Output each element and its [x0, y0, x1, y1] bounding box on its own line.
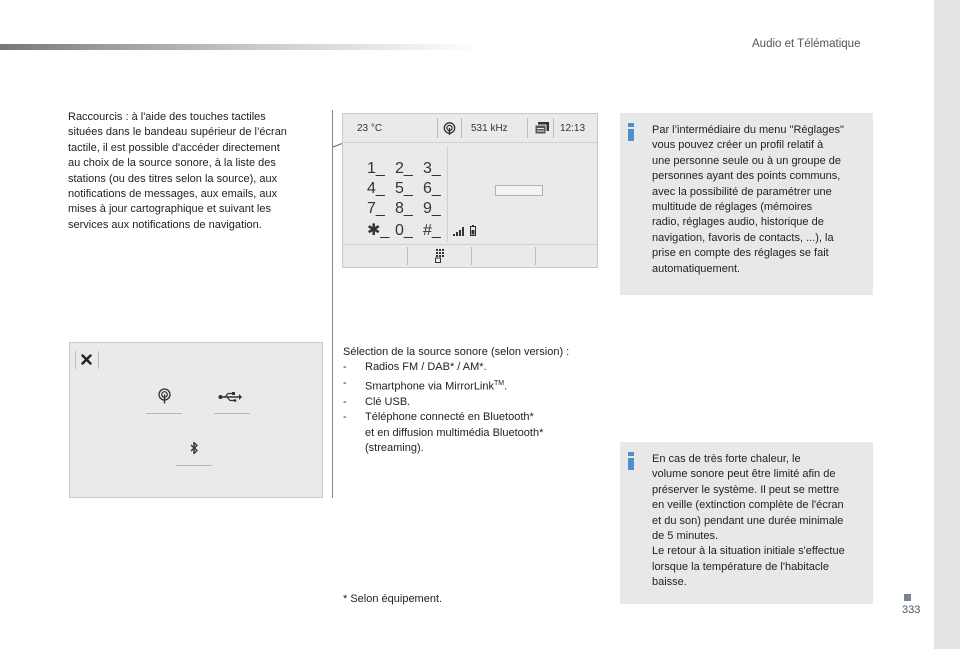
keypad-row: [367, 220, 457, 240]
section-title: Audio et Télématique: [752, 38, 861, 50]
usb-icon[interactable]: [218, 392, 242, 402]
info-icon: [628, 452, 634, 470]
list-item: - Téléphone connecté en Bluetooth* et en diffusion multimédia Bluetooth* (streaming).: [343, 411, 544, 455]
info-line: préserver le système. Il peut se mettre: [652, 483, 840, 496]
message-list-icon[interactable]: [535, 122, 549, 134]
keypad-key[interactable]: 7_: [367, 200, 385, 217]
keypad-key[interactable]: 9_: [423, 200, 441, 217]
info-line: personnes ayant des points communs,: [652, 170, 841, 183]
temperature-readout: 23 °C: [357, 123, 383, 134]
status-divider: [527, 118, 528, 138]
intro-line: services aux notifications de navigation.: [68, 218, 262, 231]
keypad-key[interactable]: ✱_: [367, 222, 390, 239]
screen-bottom-divider: [343, 244, 597, 245]
info-line: lorsque la température de l'habitacle: [652, 560, 829, 573]
footnote: * Selon équipement.: [343, 593, 443, 605]
radio-icon[interactable]: [443, 122, 456, 135]
close-icon[interactable]: [81, 354, 92, 365]
keypad-key[interactable]: 4_: [367, 180, 385, 197]
source-selection-title: Sélection de la source sonore (selon version) :: [343, 346, 570, 358]
radio-icon[interactable]: [158, 388, 171, 404]
battery-icon: [470, 225, 476, 236]
keypad-key[interactable]: 1_: [367, 160, 385, 177]
keypad-row: [367, 160, 457, 180]
info-note-text: [652, 123, 866, 277]
info-note-heat: [620, 442, 873, 604]
info-line: Par l’intermédiaire du menu "Réglages": [652, 124, 844, 136]
info-line: radio, réglages audio, historique de: [652, 216, 824, 229]
info-line: une personne seule ou à un groupe de: [652, 154, 841, 167]
touchscreen-phone-display: [342, 113, 598, 268]
number-entry-field[interactable]: [495, 185, 543, 196]
keypad-grid-icon[interactable]: [435, 249, 445, 263]
intro-line: notifications de messages, aux emails, aux: [68, 188, 278, 201]
info-icon: [628, 123, 634, 141]
info-line: En cas de très forte chaleur, le: [652, 453, 801, 465]
info-line: Le retour à la situation initiale s'effectue: [652, 545, 845, 558]
intro-line: stations (ou des titres selon la source), aux: [68, 172, 278, 185]
keypad-key[interactable]: 2_: [395, 160, 413, 177]
keypad-row: [367, 180, 457, 200]
info-line: multitude de réglages (mémoires: [652, 201, 813, 214]
option-underline: [146, 413, 182, 414]
keypad-key[interactable]: 6_: [423, 180, 441, 197]
list-item: - Radios FM / DAB* / AM*.: [343, 361, 487, 374]
status-divider: [437, 118, 438, 138]
info-line: volume sonore peut être limité afin de: [652, 468, 836, 481]
keypad-key[interactable]: 0_: [395, 222, 413, 239]
info-line: prise en compte des réglages se fait: [652, 247, 829, 260]
list-item: - Smartphone via MirrorLink™.: [343, 376, 508, 393]
info-line: en veille (extinction complète de l'écran: [652, 499, 844, 512]
info-line: navigation, favoris de contacts, ...), la: [652, 231, 834, 244]
option-underline: [176, 465, 212, 466]
intro-line: situées dans le bandeau supérieur de l’écran: [68, 126, 287, 139]
page-marker: [904, 594, 911, 601]
page-number: 333: [902, 604, 921, 616]
keypad-key[interactable]: 8_: [395, 200, 413, 217]
status-bar: [343, 114, 597, 143]
keypad-key[interactable]: 5_: [395, 180, 413, 197]
info-line: avec la possibilité de paramétrer une: [652, 185, 832, 198]
keypad-key[interactable]: #_: [423, 222, 441, 239]
touchscreen-source-display: [69, 342, 323, 498]
info-line: et du son) pendant une durée minimale: [652, 514, 844, 527]
info-line: automatiquement.: [652, 262, 741, 275]
frequency-readout: 531 kHz: [471, 123, 508, 134]
intro-line: tactile, il est possible d'accéder directement: [68, 141, 280, 154]
signal-icon: [453, 226, 465, 236]
option-underline: [214, 413, 250, 414]
bottom-divider: [535, 247, 536, 265]
keypad-divider: [447, 146, 448, 242]
phone-keypad: [367, 160, 457, 240]
keypad-row: [367, 200, 457, 220]
intro-line: Raccourcis : à l'aide des touches tactiles: [68, 111, 266, 123]
info-note-settings: [620, 113, 873, 295]
info-note-text: [652, 452, 866, 591]
info-line: de 5 minutes.: [652, 530, 719, 543]
keypad-key[interactable]: 3_: [423, 160, 441, 177]
intro-line: au choix de la source sonore, à la liste des: [68, 157, 276, 170]
source-selection: [343, 345, 608, 457]
clock-readout: 12:13: [560, 123, 586, 134]
screen-divider: [98, 351, 99, 369]
intro-line: mises à jour cartographique et suivant les: [68, 203, 271, 216]
info-line: baisse.: [652, 576, 687, 589]
info-line: vous pouvez créer un profil relatif à: [652, 139, 824, 152]
status-divider: [461, 118, 462, 138]
screen-divider: [75, 351, 76, 369]
bluetooth-icon[interactable]: [190, 441, 199, 455]
status-divider: [553, 118, 554, 138]
bottom-divider: [407, 247, 408, 265]
list-item: - Clé USB.: [343, 395, 411, 408]
bottom-divider: [471, 247, 472, 265]
